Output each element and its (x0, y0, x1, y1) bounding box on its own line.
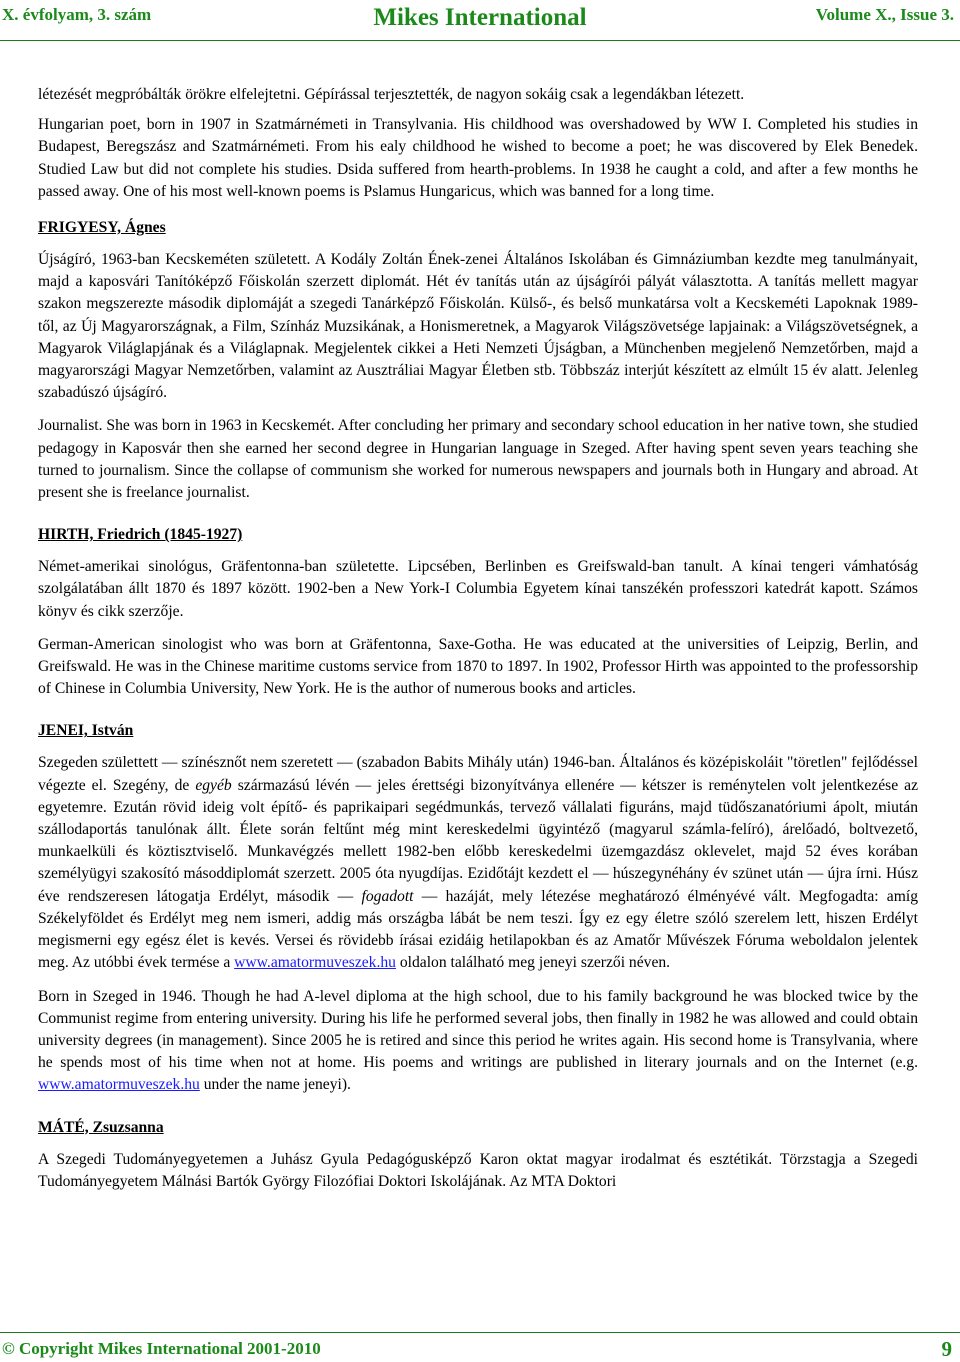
paragraph-hu: A Szegedi Tudományegyetemen a Juhász Gyula Pedagógusképző Karon oktat magyar irodalmat és esztétikát. Törzstagja a Szegedi Tudományegyetem Málnási Bartók György Filozófiai Doktori Iskolájának. Az MTA Doktori (38, 1150, 918, 1190)
text-run: — hazáját, mely létezése meghatározó élményévé vált. Megfogadta: amíg Székelyföldet és Erdélyt meg nem ismeri, addig más országba lábát be nem teszi. Így ez egy életre szóló szerelem lett, hiszen Erdélyt megismerni egy egész élet is kevés. Versei és rövidebb írásai ezidáig hetilapokban és az Amatőr Művészek Fóruma weboldalon jelentek meg. Az utóbbi évek termése a (38, 887, 918, 972)
header-volume-hu: X. évfolyam, 3. szám (2, 5, 152, 24)
text-run: Szegeden születtett — színésznőt nem szeretett — (szabadon Babits Mihály után) 1946-ban. Általános és középiskoláit "töretlen" fejlődéssel végezte el. Szegény, de (38, 754, 918, 794)
entry-heading (38, 524, 918, 546)
entry-heading-text: MÁTÉ, Zsuzsanna (38, 1118, 164, 1136)
text-run: under the name jeneyi). (199, 1076, 351, 1094)
entry-hirth (38, 524, 918, 700)
entry-frigyesy (38, 217, 918, 504)
paragraph-hu-continued: létezését megpróbálták örökre elfelejtetni. Gépírással terjesztették, de nagyon sokáig csak a legendákban létezett. (38, 86, 745, 103)
text-italic: egyéb (195, 776, 232, 794)
text-italic: fogadott (361, 887, 414, 905)
entry-heading-text: JENEI, István (38, 722, 134, 740)
paragraph-en: German-American sinologist who was born at Gräfentonna, Saxe-Gotha. He was educated at the universities of Leipzig, Berlin, and Greifswald. He was in the Chinese maritime customs service from 1870 to 1897. In 1902, Professor Hirth was appointed to the professorship of Chinese in Columbia University, New York. He is the author of numerous books and articles. (38, 635, 919, 698)
paragraph-hu: Újságíró, 1963-ban Kecskeméten született. A Kodály Zoltán Ének-zenei Általános Iskolában és Gimnáziumban kezdte meg tanulmányait, majd a kaposvári Tanítóképző Főiskolán szerzett diplomát. Hét év tanítás után az újságírói pályát választotta. A tanítás mellett magyar szakon megszerezte második diplomáját a szegedi Tanárképző Főiskolán. Külső-, és belső munkatársa volt a Kecskeméti Lapoknak 1989-től, az Új Magyarországnak, a Film, Színház Muzsikának, a Honismeretnek, a Magyarok Világszövetsége lapjainak: a Világszövetségnek, a Magyarok Világlapjának és a Világlapnak. Megjelentek cikkei a Heti Nemzeti Újságban, a Münchenben megjelenő Nemzetőrben, majd a magyarországi Magyar Nemzetőrben, valamint az Ausztráliai Magyar Életben stb. Többszáz interjút készített az elmúlt 15 év alatt. Jelenleg szabadúszó újságíró. (38, 251, 918, 402)
page-header (0, 0, 960, 41)
entry-dsida-continued (38, 84, 918, 203)
website-link[interactable]: www.amatormuveszek.hu (234, 954, 396, 972)
website-link[interactable]: www.amatormuveszek.hu (38, 1076, 200, 1094)
entry-heading-text: HIRTH, Friedrich (1845-1927) (38, 526, 243, 544)
page-number: 9 (941, 1337, 952, 1361)
entry-jenei (38, 720, 918, 1096)
paragraph-en: Hungarian poet, born in 1907 in Szatmárnémeti in Transylvania. His childhood was overshadowed by WW I. Completed his studies in Budapest, Beregszász and Szatmárnémeti. From his ealy childhood he wished to become a poet; he was discovered by Elek Benedek. Studied Law but did not complete his studies. Dsida suffered from hearth-problems. In 1938 he caught a cold, and after a few months he passed away. One of his most well-known poems is Pslamus Hungaricus, which was banned for a long time. (38, 116, 918, 200)
header-publication-title: Mikes International (373, 4, 587, 31)
paragraph-en (38, 986, 918, 1097)
text-run: Born in Szeged in 1946. Though he had A-level diploma at the high school, due to his family background he was blocked twice by the Communist regime from entering university. During his life he performed several jobs, then finally in 1982 he was allowed and could obtain university degrees (in management). Since 2005 he is retired and since this period he writes again. His second home is Transylvania, where he spends most of his time when not at home. His poems and writings are published in literary journals and on the Internet (e.g. (38, 987, 918, 1072)
entry-mate (38, 1117, 918, 1193)
entry-heading (38, 1117, 918, 1139)
entry-heading-text: FRIGYESY, Ágnes (38, 219, 166, 237)
paragraph-en: Journalist. She was born in 1963 in Kecskemét. After concluding her primary and secondary school education in her native town, she studied pedagogy in Kaposvár then she earned her second degree in Hungarian language in Szeged. After having spent seven years teaching she turned to journalism. Since the collapse of communism she worked for numerous newspapers and journals both in Hungary and abroad. At present she is freelance journalist. (38, 417, 918, 502)
page-footer (0, 1332, 960, 1362)
document-body (38, 84, 918, 1204)
text-run: származású lévén — jeles érettségi bizonyítványa ellenére — kétszer is reménytelen volt jelentkezése az egyetemre. Ezután rövid ideig volt építő- és paprikaipari segédmunkás, tervező vállalati figuráns, majd tüdőszanatóriumi ápolt, miután szállodaportás tanulónak állt. Élete során feltűnt még mint kereskedelmi ügyintéző (magyarul számla-felíró), árelőadó, boltvezető, munkaelküli és köztisztviselő. Munkavégzés mellett 1982-ben előbb kereskedelmi üzemgazdász oklevelet, majd 52 éves korában személyügyi szakosító másoddiplomát szerzett. 2005 óta nyugdíjas. Ezidőtájt kezdett el — húszegynéhány év szünet után — újra írni. Húsz éve rendszeresen látogatja Erdélyt, második — (38, 776, 918, 905)
copyright-notice: © Copyright Mikes International 2001-2010 (2, 1339, 321, 1358)
entry-heading (38, 217, 918, 239)
header-volume-en: Volume X., Issue 3. (815, 5, 954, 24)
paragraph-hu (38, 752, 918, 974)
paragraph-hu: Német-amerikai sinológus, Gräfentonna-ban születette. Lipcsében, Berlinben es Greifswald-ban tanult. A kínai tengeri vámhatóság szolgálatában állt 1870 és 1897 között. 1902-ben a New York-I Columbia Egyetem kínai tanszékén professzori katedrát kapott. Számos könyv és cikk szerzője. (38, 558, 918, 620)
entry-heading (38, 720, 918, 742)
text-run: oldalon található meg jeneyi szerzői néven. (395, 954, 671, 972)
